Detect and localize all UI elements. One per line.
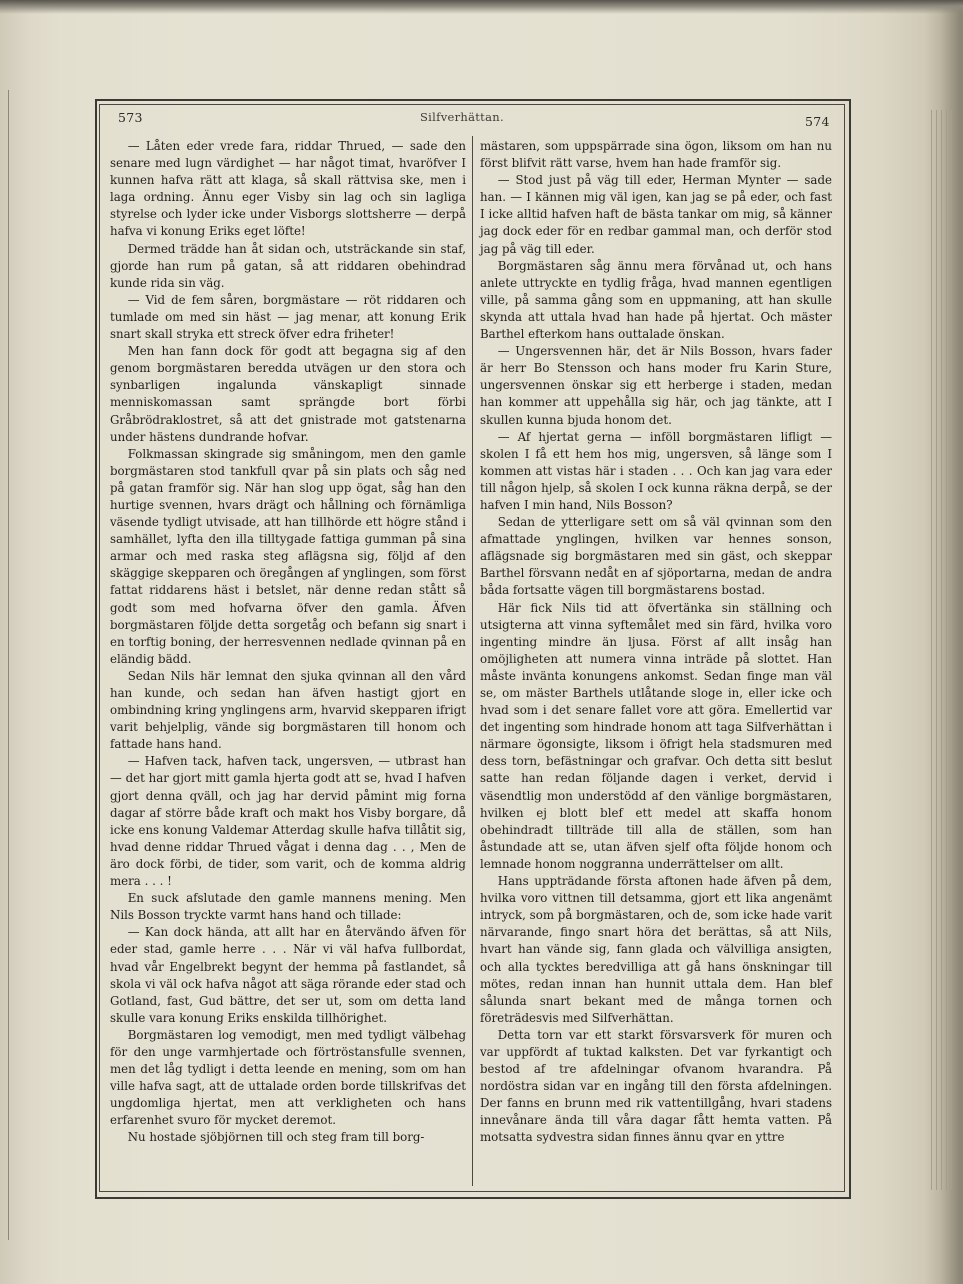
paragraph: En suck afslutade den gamle mannens mening. Men Nils Bosson tryckte varmt hans hand och tillade: [110, 891, 466, 923]
running-head: Silfverhättan. [420, 110, 504, 124]
top-shadow [0, 0, 963, 14]
page-edges-right [929, 110, 955, 1190]
paragraph: — Kan dock hända, att allt har en återvändo äfven för eder stad, gamle herre . . . När vi väl hafva fullbordat, hvad vår Engelbrekt begynt der hemma på fastlandet, så skola vi väl ock hafva något att säga rörande eder stad och Gotland, fast, Gud bättre, det ser ut, som om detta land skulle vara konung Eriks enskilda tillhörighet. [110, 925, 466, 1025]
paragraph: Men han fann dock för godt att begagna sig af den genom borgmästaren beredda utvägen ur den stora och synbarligen ingalunda vänskapligt sinnade menniskomassan samt sprängde bort förbi Gråbrödraklostret, så att det gnistrade mot gatstenarna under hästens dundrande hofvar. [110, 344, 466, 444]
paragraph: Borgmästaren såg ännu mera förvånad ut, och hans anlete uttryckte en tydlig fråga, hvad mannen egentligen ville, på samma gång som en uppmaning, att han skulle skynda att uttala hvad han hade på hjertat. Och mäster Barthel efterkom hans outtalade önskan. [480, 258, 832, 342]
paragraph: — Af hjertat gerna — inföll borgmästaren lifligt — skolen I få ett hem hos mig, ungersven, så länge som I kommen att vistas här i staden . . . Och kan jag vara eder till någon hjelp, så skolen I ock kunna räkna derpå, se der hafven I min hand, Nils Bosson? [480, 429, 832, 512]
paragraph: Sedan de ytterligare sett om så väl qvinnan som den afmattade ynglingen, hvilken var hennes sonson, aflägsnade sig borgmästaren med sin gäst, och skeppar Barthel försvann nedåt en af sjöportarna, medan de andra båda fortsatte vägen till borgmästarens bostad. [480, 515, 832, 598]
page-number-right: 574 [805, 114, 830, 129]
paragraph: Sedan Nils här lemnat den sjuka qvinnan all den vård han kunde, och sedan han äfven hastigt gjort en ombindning kring ynglingens arm, hvarvid skepparen ifrigt varit behjelplig, vände sig borgmästaren till honom och fattade hans hand. [110, 668, 466, 752]
right-column [480, 138, 832, 1147]
paragraph: — Ungersvennen här, det är Nils Bosson, hvars fader är herr Bo Stensson och hans moder fru Karin Sture, ungersvennen önskar sig ett herberge i staden, medan han kommer att uppehålla sig här, och jag tänkte, att I skullen kunna bjuda honom det. [480, 344, 832, 427]
paragraph: — Hafven tack, hafven tack, ungersven, — utbrast han — det har gjort mitt gamla hjerta godt att se, hvad I hafven gjort denna qväll, och jag har dervid påmint mig forna dagar af större både kraft och makt hos Visby borgare, då icke ens konung Valdemar Atterdag skulle hafva tillåtit sig, hvad denne riddar Thrued vågat i denna dag . . , Men de äro dock förbi, de tider, som varit, och de komma aldrig mera . . . ! [110, 754, 466, 889]
paragraph: — Vid de fem såren, borgmästare — röt riddaren och tumlade om med sin häst — jag menar, att konung Erik snart skall stryka ett streck öfver edra friheter! [110, 292, 466, 342]
paragraph: Borgmästaren log vemodigt, men med tydligt välbehag för den unge varmhjertade och förtröstansfulle svennen, men det låg tydligt i detta leende en mening, som om han ville hafva sagt, att de uttalade orden borde tillskrifvas det ungdomliga hjertat, men att verkligheten och hans erfarenhet svuro för mycket deremot. [110, 1027, 466, 1128]
paragraph: — Stod just på väg till eder, Herman Mynter — sade han. — I kännen mig väl igen, kan jag se på eder, och fast I icke alltid hafven haft de bästa tankar om mig, så känner jag dock eder för en redbar gammal man, och derför stod jag på väg till eder. [480, 173, 832, 256]
paragraph: Folkmassan skingrade sig småningom, men den gamle borgmästaren stod tankfull qvar på sin plats och såg ned på gatan framför sig. När han slog upp ögat, såg han den hurtige svennen, hvars drägt och hållning och förnämliga väsende tydligt utvisade, att han tillhörde ett högre stånd i samhället, lyfta den illa tilltygade fattiga gumman på sina armar och med raska steg aflägsna sig, följd af den skäggige skepparen och öregången af ynglingen, som först fattat riddarens häst i betslet, när denne redan stått så godt som med hofvarna öfver den gamla. Äfven borgmästaren följde detta sorgetåg och befann sig snart i en torftig boning, der herresvennen nedlade qvinnan på en eländig bädd. [110, 446, 466, 666]
left-column [110, 138, 466, 1147]
page-number-left: 573 [118, 110, 143, 125]
paragraph: mästaren, som uppspärrade sina ögon, liksom om han nu först blifvit rätt varse, hvem han hade framför sig. [480, 139, 832, 171]
paragraph: Detta torn var ett starkt försvarsverk för muren och var uppfördt af tuktad kalksten. Det var fyrkantigt och bestod af tre afdelningar ofvanom hvarandra. På nordöstra sidan var en ingång till den första afdelningen. Der fanns en brunn med rik vattentillgång, hvari stadens innevånare ända till våra dagar fått hemta vatten. På motsatta sydvestra sidan finnes ännu qvar en yttre [480, 1027, 832, 1145]
previous-page-edge [0, 90, 9, 1240]
paragraph: — Låten eder vrede fara, riddar Thrued, — sade den senare med lugn värdighet — har något timat, hvaröfver I kunnen hafva rätt att klaga, så skall rättvisa ske, men i laga ordning. Ännu eger Visby sin lag och sin lagliga styrelse och lyder icke under Visborgs slottsherre — derpå hafva vi konung Eriks eget löfte! [110, 139, 466, 239]
column-divider [472, 136, 473, 1186]
paragraph: Dermed trädde han åt sidan och, utsträckande sin staf, gjorde han rum på gatan, så att riddaren obehindrad kunde rida sin väg. [110, 241, 466, 290]
paragraph: Hans uppträdande första aftonen hade äfven på dem, hvilka voro vittnen till detsamma, gjort ett lika angenämt intryck, som på borgmästaren, och de, som icke hade varit närvarande, fingo snart höra det berättas, så att Nils, hvart han vände sig, fann glada och välvilliga ansigten, och alla tycktes beredvilliga att gå hans önskningar till mötes, redan innan han hunnit uttala dem. Han blef sålunda snart bekant med de många tornen och företrädesvis med Silfverhättan. [480, 874, 832, 1025]
paragraph: Här fick Nils tid att öfvertänka sin ställning och utsigterna att vinna syftemålet med sin färd, hvilka voro ingenting mindre än ljusa. Först af allt insåg han omöjligheten att numera vinna inträde på slottet. Han måste invänta konungens ankomst. Sedan finge man väl se, om mäster Barthels utlåtande sloge in, eller icke och hvad som i det senare fallet vore att göra. Emellertid var det ingenting som hindrade honom att taga Silfverhättan i närmare ögonsigte, liksom i öfrigt hela stadsmuren med dess torn, befästningar och grafvar. Och detta sitt beslut satte han redan följande dagen i verket, dervid i väsendtlig mon understödd af den vänlige borgmästaren, hvilken ej blott blef ett medel att skaffa honom obehindradt tillträde till alla de ställen, som han åstundade att se, utan äfven sjelf ofta följde honom och lemnade honom noggranna underrättelser om allt. [480, 600, 832, 871]
paragraph: Nu hostade sjöbjörnen till och steg fram till borg- [127, 1130, 425, 1145]
